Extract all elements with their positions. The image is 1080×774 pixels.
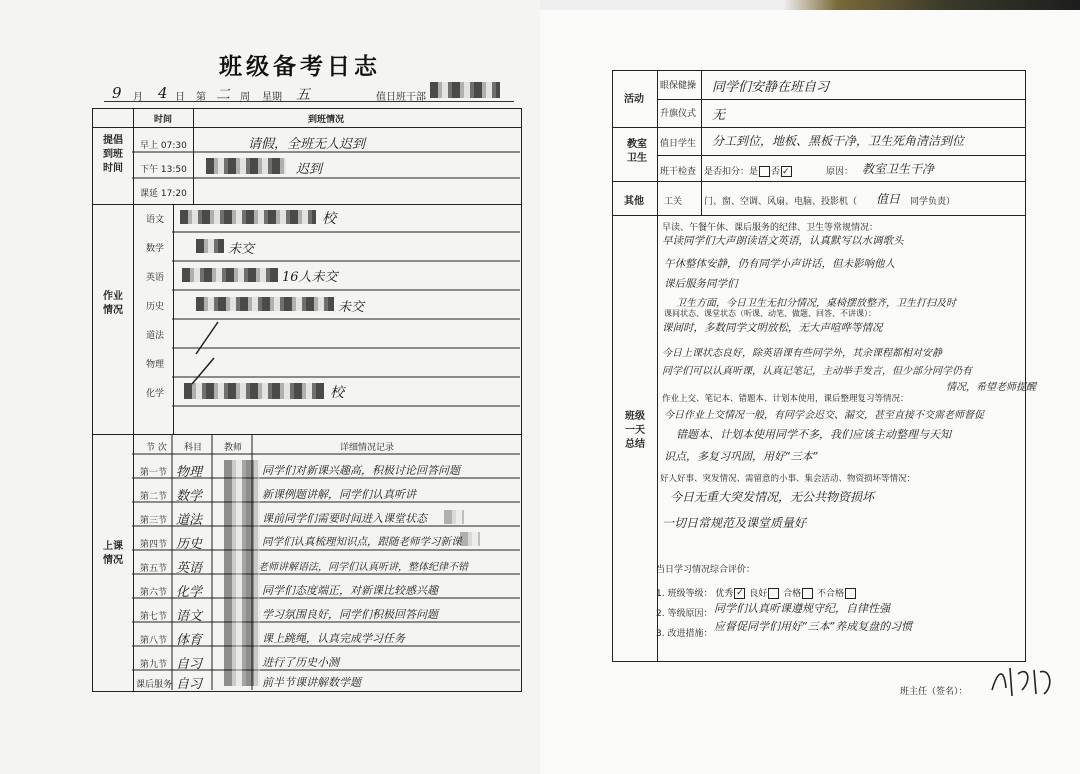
class-note: 课前同学们需要时间进入课堂状态 — [262, 512, 427, 525]
header-time: 时间 — [154, 115, 173, 125]
summary-line: 课间时，多数同学文明放松，无大声喧哗等情况 — [662, 322, 883, 334]
reason-label: 2. 等级原因： — [656, 609, 713, 619]
class-period: 课后服务 — [136, 680, 173, 690]
classroom-duty-label: 值日学生 — [660, 139, 697, 149]
date-underline — [104, 101, 514, 102]
class-subject: 英语 — [176, 561, 203, 576]
class-period: 第七节 — [140, 612, 168, 622]
homework-note: 未交 — [338, 300, 365, 315]
homework-subject: 历史 — [146, 302, 165, 312]
signature-label: 班主任（签名）： — [900, 687, 968, 697]
measure-label: 3. 改进措施： — [656, 629, 713, 639]
grade-good-checkbox[interactable] — [768, 588, 779, 599]
summary-line: 早读同学们大声朗读语文英语，认真默写以水调歌头 — [662, 235, 904, 247]
homework-subject: 化学 — [146, 389, 165, 399]
class-subject: 数学 — [176, 489, 203, 504]
arrival-grid — [132, 126, 520, 204]
class-header-period: 节 次 — [146, 443, 167, 453]
class-subject: 道法 — [176, 513, 203, 528]
class-note: 前半节课讲解数学题 — [262, 676, 361, 689]
header-arrival: 到班情况 — [308, 115, 345, 125]
summary-line: 今日作业上交情况一般，有同学会迟交、漏交，甚至直接不交需老师督促 — [664, 410, 984, 421]
week-prefix: 第 — [196, 92, 206, 103]
class-subject: 自习 — [176, 677, 203, 692]
class-header-subject: 科目 — [184, 443, 203, 453]
homework-note: 未交 — [228, 242, 255, 257]
eval-label: 当日学习情况综合评价： — [656, 565, 756, 575]
homework-section-label: 作业 情况 — [103, 291, 123, 316]
summary-line: 同学们可以认真听课，认真记笔记，主动举手发言，但少部分同学仍有 — [662, 366, 972, 377]
class-period: 第五节 — [140, 564, 168, 574]
background-strip — [540, 0, 1080, 10]
class-note: 学习氛围良好，同学们积极回答问题 — [262, 608, 438, 621]
day-label: 日 — [175, 92, 185, 103]
reason-label: 原因： — [826, 167, 854, 177]
deduct-text: 是否扣分：是 否 ✓ — [704, 164, 793, 177]
class-subject: 自习 — [176, 657, 203, 672]
homework-note: 16人未交 — [282, 270, 338, 285]
class-subject: 历史 — [176, 537, 203, 552]
activity-label: 活动 — [624, 94, 644, 105]
homework-grid — [172, 203, 520, 435]
summary-line: 午休整体安静，仍有同学小声讲话，但未影响他人 — [664, 258, 895, 270]
duty-label: 值日班干部 — [376, 92, 426, 103]
homework-subject: 道法 — [146, 331, 165, 341]
other-sub-label: 工关 — [664, 197, 683, 207]
summary-label: 班级 一天 总结 — [625, 411, 645, 450]
grade-excellent-checkbox[interactable]: ✓ — [736, 588, 744, 598]
other-label: 其他 — [624, 196, 644, 207]
measure-value: 应督促同学们用好“三本”养成复盘的习惯 — [714, 620, 913, 633]
summary-line: 课后服务同学们 — [664, 278, 738, 290]
activity-row-label: 升旗仪式 — [660, 109, 697, 119]
arrival-time-evening: 课延 17:20 — [140, 189, 187, 199]
weekday-value: 五 — [296, 87, 310, 103]
class-header-teacher: 教师 — [224, 443, 243, 453]
class-period: 第一节 — [140, 468, 168, 478]
summary-line: 今日上课状态良好，除英语课有些同学外，其余课程都相对安静 — [662, 348, 942, 359]
summary-line: 情况，希望老师提醒 — [946, 382, 1036, 393]
week-suffix: 周 — [240, 92, 250, 103]
redaction — [224, 460, 260, 686]
reason-value: 教室卫生干净 — [862, 162, 935, 176]
class-note: 新课例题讲解，同学们认真听讲 — [262, 488, 416, 501]
arrival-time-morning: 早上 07:30 — [140, 141, 187, 151]
arrival-time-afternoon: 下午 13:50 — [140, 165, 187, 175]
class-grid — [132, 434, 520, 690]
class-period: 第八节 — [140, 636, 168, 646]
other-suffix: 同学负责） — [910, 197, 956, 207]
class-subject: 语文 — [176, 609, 203, 624]
summary-prompt: 早读、午餐午休、课后服务的纪律、卫生等常规情况： — [662, 223, 879, 233]
class-note: 同学们态度端正，对新课比较感兴趣 — [262, 584, 438, 597]
summary-line: 今日无重大突发情况，无公共物资损坏 — [670, 490, 875, 504]
class-period: 第二节 — [140, 492, 168, 502]
activity-row-note: 同学们安静在班自习 — [712, 80, 830, 95]
class-note: 老师讲解语法，同学们认真听讲，整体纪律不错 — [258, 562, 468, 573]
activity-row-note: 无 — [712, 108, 726, 123]
arrival-section-label: 提倡 到班 时间 — [103, 135, 123, 174]
classroom-deduct-label: 班干检查 — [660, 167, 697, 177]
homework-note: 校 — [322, 211, 336, 227]
class-note: 课上跳绳，认真完成学习任务 — [262, 632, 405, 645]
reason-value: 同学们认真听课遵规守纪，自律性强 — [714, 602, 890, 615]
redaction — [460, 532, 480, 546]
class-period: 第三节 — [140, 516, 168, 526]
redaction — [444, 510, 464, 524]
summary-prompt: 好人好事、突发情况、需留意的小事、集会活动、物资损坏等情况： — [660, 474, 916, 484]
weekday-label: 星期 — [262, 92, 282, 103]
class-period: 第九节 — [140, 660, 168, 670]
month-label: 月 — [133, 92, 143, 103]
summary-prompt: 课间状态、课堂状态（听课、动笔、做题、回答、不讲课）： — [664, 309, 876, 318]
class-period: 第六节 — [140, 588, 168, 598]
summary-line: 错题本、计划本使用同学不多，我们应该主动整理与天知 — [676, 428, 951, 441]
activity-row-label: 眼保健操 — [660, 81, 697, 91]
day-value: 4 — [158, 84, 168, 102]
classroom-duty-note: 分工到位，地板、黑板干净，卫生死角清洁到位 — [712, 134, 965, 148]
homework-subject: 数学 — [146, 244, 165, 254]
deduct-no-checkbox[interactable]: ✓ — [781, 166, 792, 177]
arrival-note-morning: 请假，全班无人迟到 — [248, 137, 366, 152]
homework-subject: 英语 — [146, 273, 165, 283]
page-title: 班级备考日志 — [219, 54, 381, 80]
homework-note: 校 — [330, 385, 344, 401]
homework-subject: 物理 — [146, 360, 165, 370]
other-text: 门、窗、空调、风扇、电脑、投影机（ — [704, 197, 858, 207]
class-subject: 体育 — [176, 633, 203, 648]
class-note: 同学们对新课兴趣高，积极讨论回答问题 — [262, 464, 460, 477]
grade-fail-checkbox[interactable] — [845, 588, 856, 599]
class-note: 进行了历史小测 — [262, 656, 339, 669]
summary-line: 卫生方面，今日卫生无扣分情况，桌椅摆放整齐，卫生打扫及时 — [676, 298, 956, 309]
summary-prompt: 作业上交、笔记本、错题本、计划本使用，课后整理复习等情况： — [662, 394, 909, 404]
handwritten-signature — [988, 660, 1068, 700]
summary-line: 一切日常规范及课堂质量好 — [662, 516, 807, 530]
week-value: 二 — [216, 87, 230, 103]
homework-subject: 语文 — [146, 215, 165, 225]
class-subject: 化学 — [176, 585, 203, 600]
grade-pass-checkbox[interactable] — [802, 588, 813, 599]
summary-line: 识点，多复习巩固，用好“三本” — [664, 450, 819, 463]
other-value: 值日 — [876, 192, 901, 206]
class-section-label: 上课 情况 — [103, 541, 123, 566]
arrival-note-afternoon: 迟到 — [296, 162, 323, 177]
redaction — [430, 82, 500, 98]
class-header-details: 详细情况记录 — [340, 443, 395, 453]
classroom-label: 教室 卫生 — [627, 139, 647, 164]
grade-row: 1. 班级等级： 优秀 ✓ 良好 合格 不合格 — [656, 586, 857, 599]
class-note: 同学们认真梳理知识点，跟随老师学习新课 — [262, 536, 462, 548]
class-subject: 物理 — [176, 465, 203, 480]
class-period: 第四节 — [140, 540, 168, 550]
month-value: 9 — [112, 84, 122, 102]
